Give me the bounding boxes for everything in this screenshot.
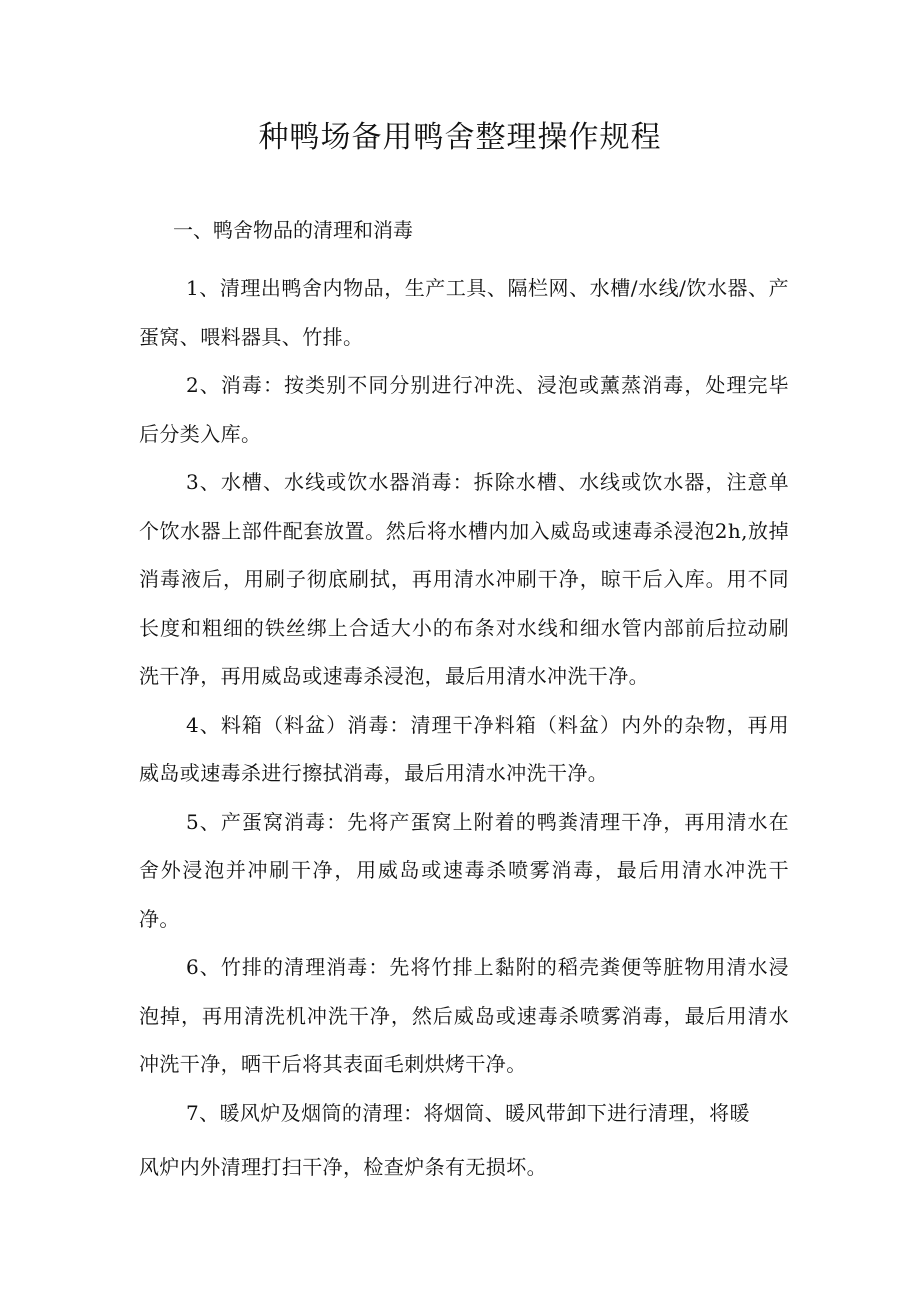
document-body (139, 212, 789, 1192)
paragraph-item-5: 5、产蛋窝消毒：先将产蛋窝上附着的鸭粪清理干净，再用清水在舍外浸泡并冲刷干净，用威岛或速毒杀喷雾消毒，最后用清水冲洗干净。 (139, 809, 789, 931)
paragraph-item-6: 6、竹排的清理消毒：先将竹排上黏附的稻壳粪便等脏物用清水浸泡掉，再用清洗机冲洗干净，然后威岛或速毒杀喷雾消毒，最后用清水冲洗干净，晒干后将其表面毛刺烘烤干净。 (139, 955, 789, 1076)
paragraph-item-1: 1、清理出鸭舍内物品，生产工具、隔栏网、水槽/水线/饮水器、产蛋窝、喂料器具、竹排。 (139, 276, 789, 349)
document-title: 种鸭场备用鸭舍整理操作规程 (258, 120, 662, 155)
paragraph-item-3: 3、水槽、水线或饮水器消毒：拆除水槽、水线或饮水器，注意单个饮水器上部件配套放置。然后将水槽内加入威岛或速毒杀浸泡2h,放掉消毒液后，用刷子彻底刷拭，再用清水冲刷干净，晾干后入库。用不同长度和粗细的铁丝绑上合适大小的布条对水线和细水管内部前后拉动刷洗干净，再用威岛或速毒杀浸泡，最后用清水冲洗干净。 (139, 470, 789, 688)
paragraph-item-2: 2、消毒：按类别不同分别进行冲洗、浸泡或薰蒸消毒，处理完毕后分类入库。 (139, 373, 789, 446)
section-heading: 一、鸭舍物品的清理和消毒 (173, 218, 413, 242)
paragraph-item-4: 4、料箱（料盆）消毒：清理干净料箱（料盆）内外的杂物，再用威岛或速毒杀进行擦拭消毒，最后用清水冲洗干净。 (139, 712, 789, 785)
paragraph-item-7 (139, 1089, 789, 1192)
paragraph-item-7-line-2: 风炉内外清理打扫干净，检查炉条有无损坏。 (139, 1155, 547, 1179)
spacer (139, 248, 789, 264)
paragraph-item-7-line-1: 7、暖风炉及烟筒的清理：将烟筒、暖风带卸下进行清理，将暖 (186, 1100, 750, 1125)
